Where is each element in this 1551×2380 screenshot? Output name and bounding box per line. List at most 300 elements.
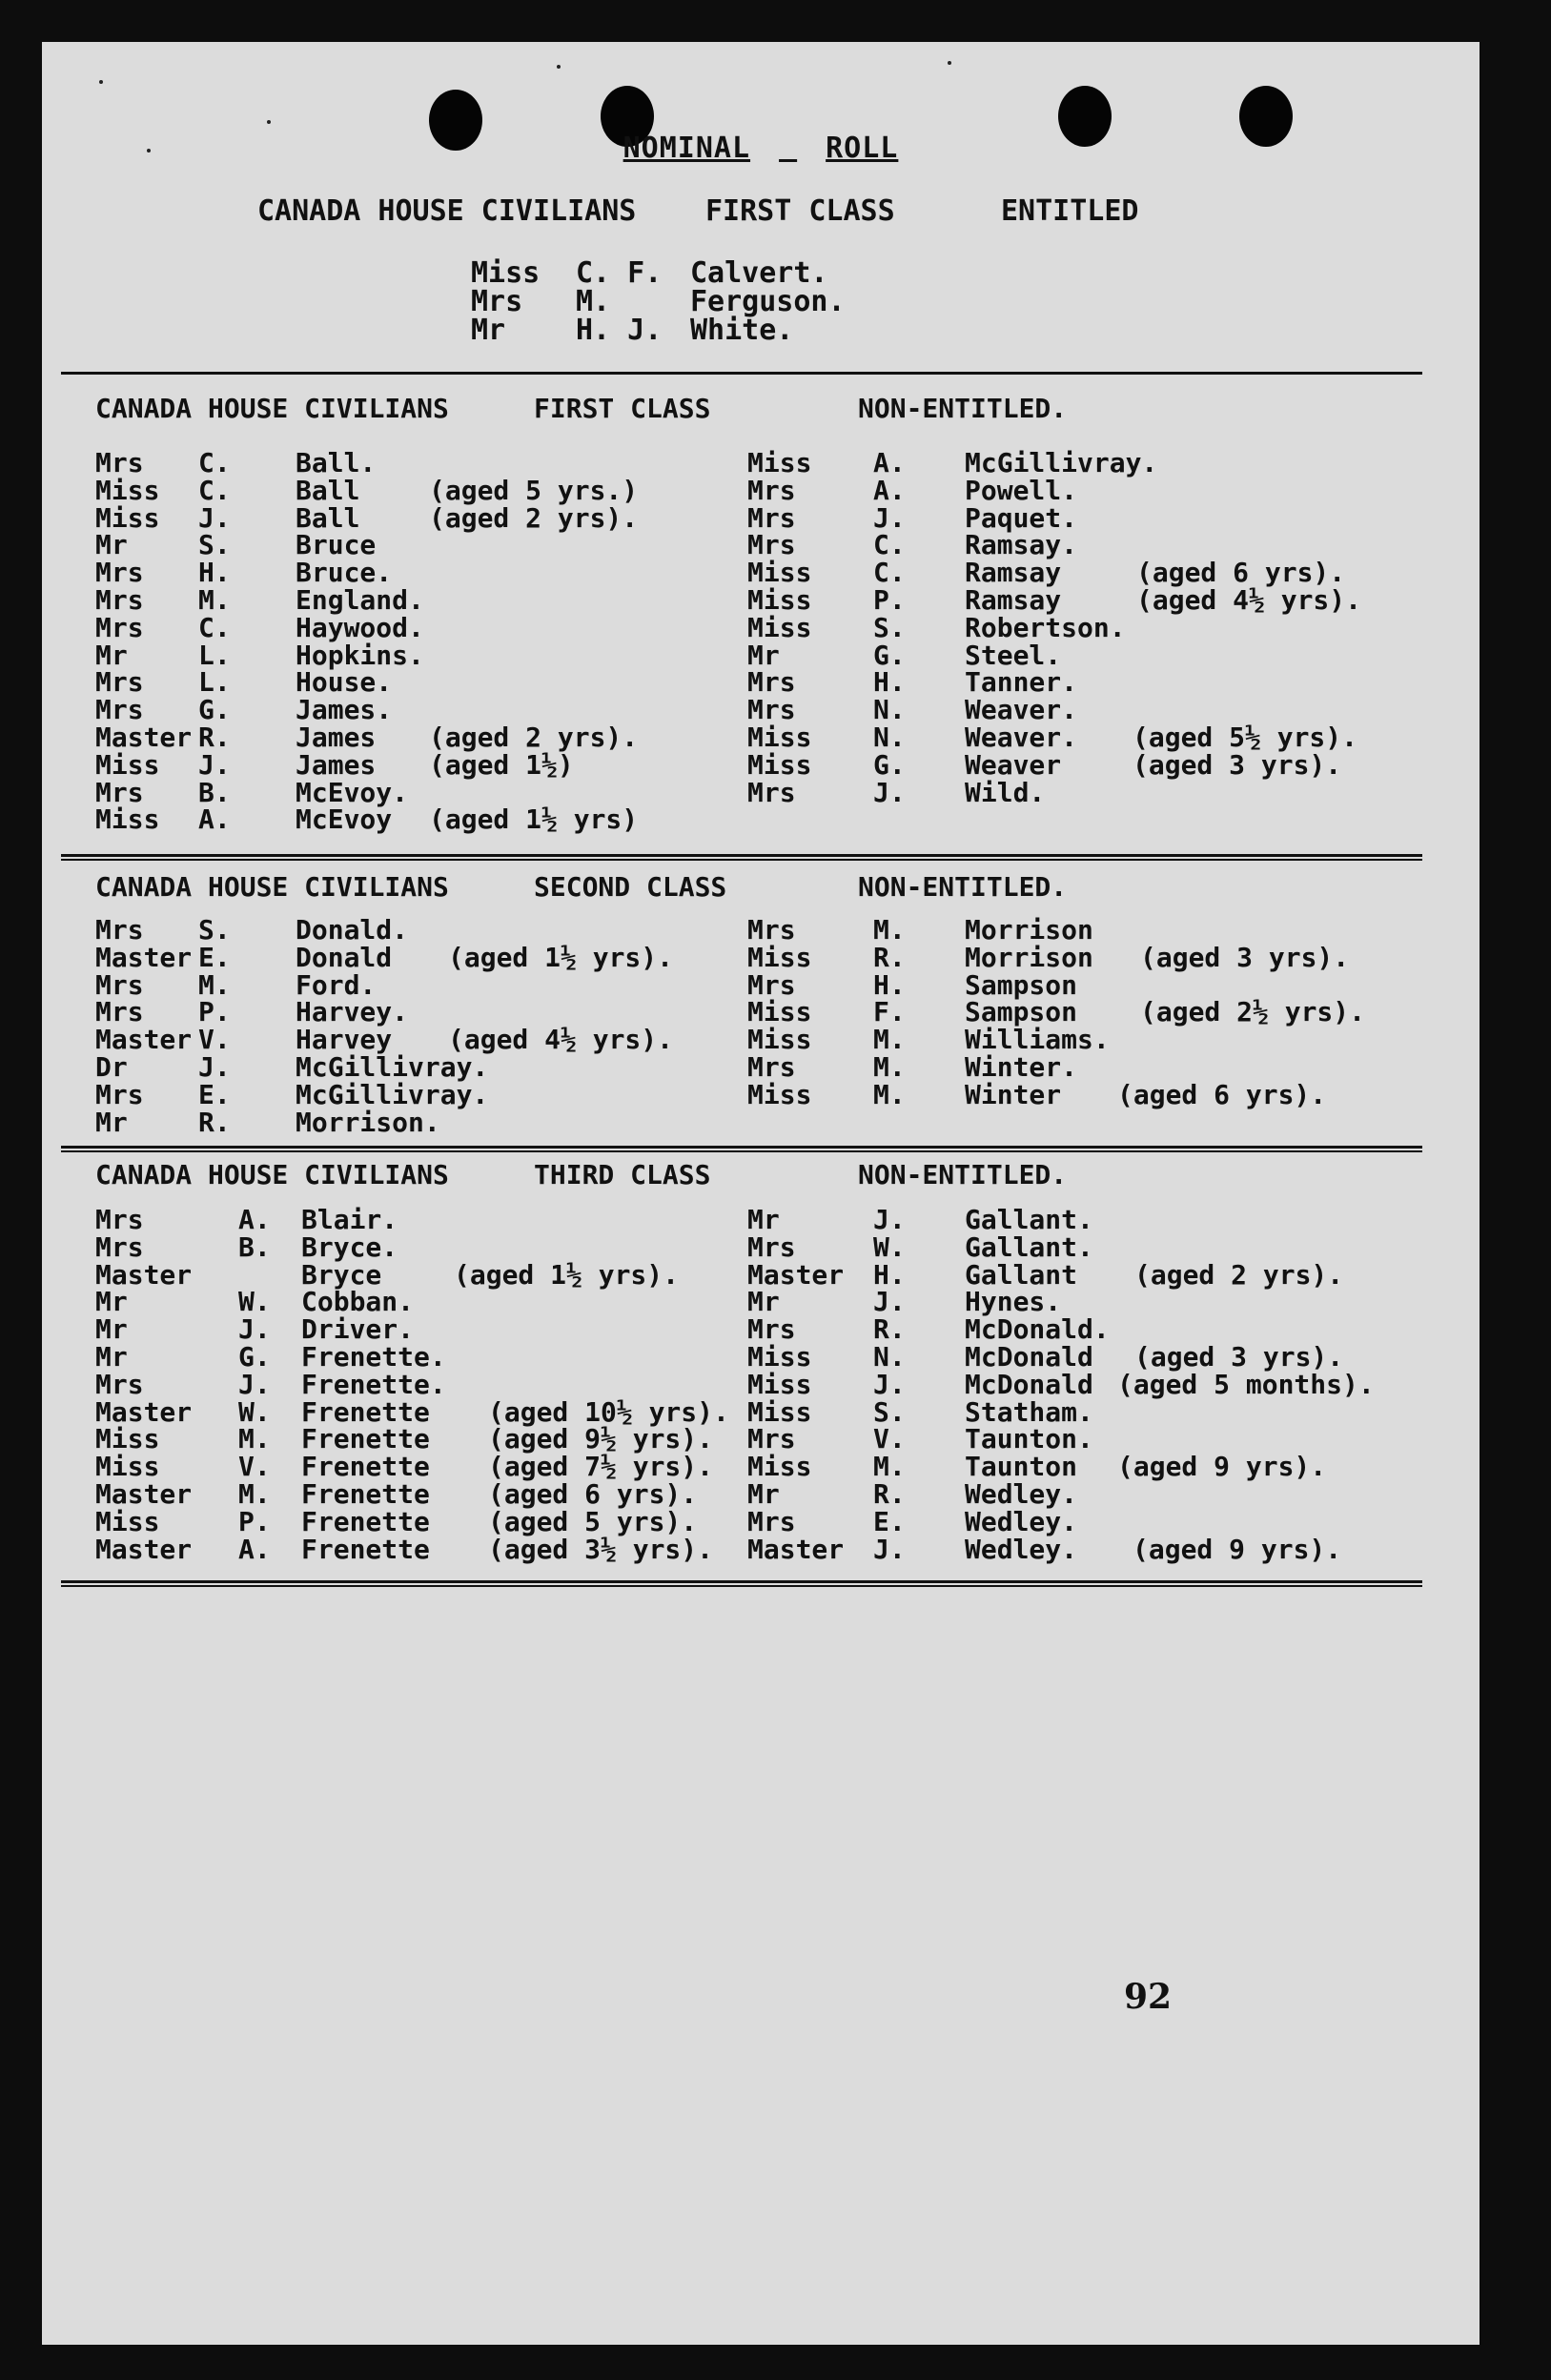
title-word: NOMINAL bbox=[622, 132, 751, 165]
person-name: Gallant bbox=[965, 1258, 1078, 1291]
list-item bbox=[747, 1050, 1453, 1083]
person-title: Master bbox=[95, 941, 193, 973]
person-name: Winter bbox=[965, 1078, 1062, 1110]
person-title: Mrs bbox=[95, 1078, 144, 1110]
list-item bbox=[747, 1368, 1453, 1400]
list-item bbox=[747, 474, 1453, 506]
person-name: Wedley. bbox=[965, 1477, 1078, 1510]
person-name: Winter. bbox=[965, 1050, 1078, 1083]
person-title: Mrs bbox=[95, 1204, 144, 1235]
list-item bbox=[95, 1533, 763, 1565]
document-title bbox=[42, 132, 1480, 165]
person-name: Ball bbox=[296, 474, 360, 506]
person-initials: M. bbox=[576, 285, 611, 318]
person-initial: M. bbox=[873, 1078, 906, 1110]
list-item bbox=[471, 256, 846, 290]
person-title: Mr bbox=[747, 1477, 780, 1510]
person-name: James bbox=[296, 721, 377, 753]
list-item bbox=[471, 316, 846, 345]
header-group: CANADA HOUSE CIVILIANS bbox=[95, 871, 449, 903]
speck bbox=[557, 65, 561, 69]
person-initial: C. bbox=[198, 447, 231, 478]
person-age: (aged 10½ yrs). bbox=[488, 1395, 729, 1428]
person-initial: M. bbox=[873, 1050, 906, 1083]
person-initial: E. bbox=[198, 1078, 231, 1110]
person-title: Miss bbox=[747, 1024, 812, 1056]
list-item bbox=[95, 748, 763, 781]
person-name: Ramsay bbox=[965, 557, 1062, 589]
person-name: McGillivray. bbox=[296, 1078, 489, 1110]
person-name: Paquet. bbox=[965, 501, 1078, 534]
person-initial: J. bbox=[198, 1050, 231, 1083]
person-name: Robertson. bbox=[965, 611, 1126, 643]
list-item bbox=[95, 1340, 763, 1373]
person-title: Miss bbox=[95, 1451, 160, 1483]
person-name: Bryce bbox=[301, 1258, 382, 1291]
person-name: McDonald. bbox=[965, 1313, 1110, 1346]
person-title: Mrs bbox=[747, 1050, 796, 1083]
person-name: James. bbox=[296, 694, 393, 726]
person-name: Gallant. bbox=[965, 1231, 1093, 1263]
left-column bbox=[95, 1204, 763, 1565]
person-age: (aged 1½ yrs) bbox=[429, 804, 639, 836]
person-title: Mrs bbox=[747, 474, 796, 506]
person-initial: A. bbox=[873, 474, 906, 506]
list-item bbox=[747, 1533, 1453, 1565]
list-item bbox=[95, 1078, 763, 1110]
person-title: Mrs bbox=[747, 529, 796, 561]
person-name: McGillivray. bbox=[965, 447, 1158, 478]
divider-rule bbox=[61, 372, 1422, 375]
list-item bbox=[95, 1505, 763, 1537]
person-title: Miss bbox=[95, 474, 160, 506]
person-title: Master bbox=[95, 1258, 193, 1291]
person-name: Williams. bbox=[965, 1024, 1110, 1056]
person-title: Miss bbox=[747, 1395, 812, 1428]
list-item bbox=[747, 748, 1453, 781]
speck bbox=[99, 80, 103, 84]
person-initial: N. bbox=[873, 694, 906, 726]
list-item bbox=[95, 1423, 763, 1455]
person-initials: C. F. bbox=[576, 256, 663, 290]
person-name: Hynes. bbox=[965, 1286, 1062, 1318]
right-column bbox=[747, 1204, 1453, 1565]
person-initials: H. J. bbox=[576, 314, 663, 347]
list-item bbox=[95, 1258, 763, 1291]
person-title: Mrs bbox=[471, 285, 523, 318]
list-item bbox=[95, 474, 763, 506]
person-initial: S. bbox=[198, 914, 231, 946]
header-class: FIRST CLASS bbox=[534, 393, 711, 424]
person-title: Master bbox=[95, 1024, 193, 1056]
person-age: (aged 5½ yrs). bbox=[1133, 721, 1358, 753]
person-age: (aged 6 yrs). bbox=[1117, 1078, 1327, 1110]
person-title: Mrs bbox=[747, 1505, 796, 1537]
list-item bbox=[95, 996, 763, 1028]
section-header bbox=[95, 1159, 1441, 1191]
person-name: McDonald bbox=[965, 1340, 1093, 1373]
person-title: Mr bbox=[95, 639, 128, 671]
person-title: Mr bbox=[95, 1313, 128, 1346]
person-age: (aged 9½ yrs). bbox=[488, 1423, 714, 1455]
person-age: (aged 5 months). bbox=[1117, 1368, 1375, 1400]
list-item bbox=[95, 694, 763, 726]
list-item bbox=[95, 1024, 763, 1056]
person-initial: G. bbox=[238, 1340, 271, 1373]
list-item bbox=[95, 1050, 763, 1083]
person-initial: J. bbox=[198, 748, 231, 781]
person-title: Mr bbox=[95, 1286, 128, 1318]
list-item bbox=[471, 285, 846, 318]
person-initial: A. bbox=[198, 804, 231, 836]
person-name: Frenette. bbox=[301, 1368, 446, 1400]
person-initial: W. bbox=[238, 1286, 271, 1318]
person-title: Miss bbox=[747, 447, 812, 478]
header-group: CANADA HOUSE CIVILIANS bbox=[257, 194, 637, 228]
header-status: NON-ENTITLED. bbox=[858, 393, 1068, 424]
person-initial: M. bbox=[873, 1024, 906, 1056]
person-initial: L. bbox=[198, 666, 231, 699]
header-class: FIRST CLASS bbox=[705, 194, 895, 228]
list-item bbox=[95, 583, 763, 616]
person-name: Hopkins. bbox=[296, 639, 424, 671]
person-initial: J. bbox=[873, 1533, 906, 1565]
person-name: Morrison. bbox=[296, 1106, 440, 1138]
section-header bbox=[95, 871, 1441, 904]
person-name: Cobban. bbox=[301, 1286, 415, 1318]
person-name: Frenette bbox=[301, 1477, 430, 1510]
person-title: Mr bbox=[471, 314, 506, 347]
person-age: (aged 2 yrs). bbox=[1134, 1258, 1344, 1291]
list-item bbox=[747, 639, 1453, 671]
person-initial: E. bbox=[873, 1505, 906, 1537]
person-initial: M. bbox=[238, 1423, 271, 1455]
person-initial: L. bbox=[198, 639, 231, 671]
list-item bbox=[747, 1204, 1453, 1235]
person-title: Miss bbox=[95, 1505, 160, 1537]
person-initial: H. bbox=[873, 666, 906, 699]
person-name: Wedley. bbox=[965, 1505, 1078, 1537]
person-title: Mrs bbox=[747, 1313, 796, 1346]
person-initial: P. bbox=[198, 996, 231, 1028]
list-item bbox=[95, 611, 763, 643]
person-initial: C. bbox=[198, 474, 231, 506]
person-initial: H. bbox=[873, 1258, 906, 1291]
person-age: (aged 5 yrs.) bbox=[429, 474, 639, 506]
person-name: Ball bbox=[296, 501, 360, 534]
person-name: House. bbox=[296, 666, 393, 699]
person-title: Miss bbox=[747, 1368, 812, 1400]
person-title: Miss bbox=[747, 941, 812, 973]
person-initial: J. bbox=[873, 1286, 906, 1318]
header-status: ENTITLED bbox=[1001, 194, 1139, 228]
person-title: Mr bbox=[747, 1286, 780, 1318]
person-title: Miss bbox=[747, 721, 812, 753]
person-name: Taunton bbox=[965, 1451, 1078, 1483]
person-age: (aged 7½ yrs). bbox=[488, 1451, 714, 1483]
person-title: Master bbox=[95, 1395, 193, 1428]
section-header bbox=[95, 393, 1441, 425]
person-title: Mrs bbox=[747, 694, 796, 726]
person-title: Mrs bbox=[95, 1231, 144, 1263]
person-title: Master bbox=[95, 1477, 193, 1510]
person-initial: C. bbox=[873, 557, 906, 589]
header-group: CANADA HOUSE CIVILIANS bbox=[95, 1159, 449, 1190]
list-item bbox=[95, 501, 763, 534]
list-item bbox=[95, 914, 763, 946]
person-title: Miss bbox=[747, 996, 812, 1028]
person-name: McGillivray. bbox=[296, 1050, 489, 1083]
person-title: Mr bbox=[95, 1106, 128, 1138]
list-item bbox=[95, 666, 763, 699]
person-age: (aged 4½ yrs). bbox=[1136, 583, 1362, 616]
person-name: Ramsay bbox=[965, 583, 1062, 616]
list-item bbox=[747, 1258, 1453, 1291]
person-name: Blair. bbox=[301, 1204, 398, 1235]
person-initial: C. bbox=[198, 611, 231, 643]
person-name: Frenette bbox=[301, 1533, 430, 1565]
person-title: Mrs bbox=[95, 968, 144, 1001]
header-status: NON-ENTITLED. bbox=[858, 1159, 1068, 1190]
person-initial: V. bbox=[238, 1451, 271, 1483]
divider-rule bbox=[61, 1146, 1422, 1152]
person-initial: M. bbox=[873, 1451, 906, 1483]
list-item bbox=[747, 666, 1453, 699]
list-item bbox=[747, 529, 1453, 561]
person-age: (aged 4½ yrs). bbox=[448, 1024, 674, 1056]
person-name: McEvoy bbox=[296, 804, 393, 836]
list-item bbox=[747, 1340, 1453, 1373]
left-column bbox=[95, 914, 763, 1138]
person-initial: J. bbox=[238, 1368, 271, 1400]
list-item bbox=[747, 914, 1453, 946]
person-name: Ford. bbox=[296, 968, 377, 1001]
list-item bbox=[747, 1078, 1453, 1110]
list-item bbox=[95, 1451, 763, 1483]
person-title: Mrs bbox=[95, 447, 144, 478]
person-name: Harvey bbox=[296, 1024, 393, 1056]
person-initial: B. bbox=[198, 776, 231, 808]
person-title: Miss bbox=[747, 583, 812, 616]
person-name: Frenette bbox=[301, 1395, 430, 1428]
person-title: Mrs bbox=[747, 1231, 796, 1263]
person-name: Harvey. bbox=[296, 996, 409, 1028]
person-initial: R. bbox=[198, 721, 231, 753]
person-initial: J. bbox=[238, 1313, 271, 1346]
person-initial: R. bbox=[873, 1477, 906, 1510]
person-title: Miss bbox=[747, 557, 812, 589]
person-initial: H. bbox=[198, 557, 231, 589]
person-initial: S. bbox=[873, 611, 906, 643]
person-name: Bryce. bbox=[301, 1231, 398, 1263]
person-name: England. bbox=[296, 583, 424, 616]
person-name: Weaver bbox=[965, 748, 1062, 781]
speck bbox=[948, 61, 951, 65]
person-age: (aged 1½ yrs). bbox=[454, 1258, 680, 1291]
list-item bbox=[95, 1477, 763, 1510]
person-title: Mrs bbox=[95, 583, 144, 616]
person-name: Tanner. bbox=[965, 666, 1078, 699]
person-age: (aged 6 yrs). bbox=[1136, 557, 1346, 589]
person-title: Mrs bbox=[95, 557, 144, 589]
header-group: CANADA HOUSE CIVILIANS bbox=[95, 393, 449, 424]
person-initial: M. bbox=[198, 968, 231, 1001]
right-column bbox=[747, 914, 1453, 1110]
person-age: (aged 9 yrs). bbox=[1117, 1451, 1327, 1483]
person-name: Sampson bbox=[965, 996, 1078, 1028]
person-name: Frenette bbox=[301, 1505, 430, 1537]
person-initial: S. bbox=[198, 529, 231, 561]
person-age: (aged 3½ yrs). bbox=[488, 1533, 714, 1565]
person-name: Ball. bbox=[296, 447, 377, 478]
person-name: Calvert. bbox=[690, 256, 828, 290]
person-initial: V. bbox=[198, 1024, 231, 1056]
person-title: Mrs bbox=[95, 996, 144, 1028]
person-initial: W. bbox=[238, 1395, 271, 1428]
list-item bbox=[747, 1505, 1453, 1537]
person-title: Miss bbox=[747, 1451, 812, 1483]
person-initial: N. bbox=[873, 1340, 906, 1373]
person-age: (aged 2 yrs). bbox=[429, 721, 639, 753]
person-age: (aged 1½) bbox=[429, 748, 574, 781]
person-name: Taunton. bbox=[965, 1423, 1093, 1455]
list-item bbox=[747, 447, 1453, 478]
person-title: Mrs bbox=[95, 914, 144, 946]
person-initial: J. bbox=[873, 1204, 906, 1235]
person-title: Master bbox=[747, 1258, 845, 1291]
person-name: Donald. bbox=[296, 914, 409, 946]
list-item bbox=[747, 776, 1453, 808]
list-item bbox=[747, 1024, 1453, 1056]
divider-rule bbox=[61, 854, 1422, 861]
person-initial: E. bbox=[198, 941, 231, 973]
person-initial: G. bbox=[873, 639, 906, 671]
person-name: Bruce bbox=[296, 529, 377, 561]
person-age: (aged 6 yrs). bbox=[488, 1477, 698, 1510]
person-initial: V. bbox=[873, 1423, 906, 1455]
divider-rule bbox=[61, 1580, 1422, 1587]
person-title: Miss bbox=[95, 1423, 160, 1455]
person-initial: G. bbox=[873, 748, 906, 781]
person-name: Wild. bbox=[965, 776, 1046, 808]
list-item bbox=[747, 1477, 1453, 1510]
list-item bbox=[747, 559, 1453, 587]
person-name: Donald bbox=[296, 941, 393, 973]
list-item bbox=[747, 1286, 1453, 1318]
person-name: White. bbox=[690, 314, 794, 347]
person-age: (aged 3 yrs). bbox=[1134, 1340, 1344, 1373]
person-title: Master bbox=[747, 1533, 845, 1565]
person-title: Miss bbox=[471, 256, 541, 290]
list-item bbox=[95, 776, 763, 808]
person-title: Mrs bbox=[747, 968, 796, 1001]
person-initial: G. bbox=[198, 694, 231, 726]
list-item bbox=[747, 1231, 1453, 1263]
person-title: Dr bbox=[95, 1050, 128, 1083]
person-title: Mrs bbox=[95, 776, 144, 808]
list-item bbox=[95, 1313, 763, 1346]
person-title: Mr bbox=[747, 639, 780, 671]
list-item bbox=[95, 1286, 763, 1318]
list-item bbox=[747, 583, 1453, 616]
person-initial: J. bbox=[873, 1368, 906, 1400]
speck bbox=[267, 120, 271, 124]
list-item bbox=[747, 501, 1453, 534]
person-title: Mrs bbox=[747, 914, 796, 946]
person-age: (aged 3 yrs). bbox=[1133, 748, 1342, 781]
person-initial: R. bbox=[198, 1106, 231, 1138]
person-name: Steel. bbox=[965, 639, 1062, 671]
person-name: Sampson bbox=[965, 968, 1078, 1001]
person-initial: A. bbox=[873, 447, 906, 478]
list-item bbox=[95, 447, 763, 478]
person-title: Mr bbox=[747, 1204, 780, 1235]
person-title: Mrs bbox=[95, 694, 144, 726]
person-age: (aged 2 yrs). bbox=[429, 501, 639, 534]
person-name: McDonald bbox=[965, 1368, 1093, 1400]
person-initial: H. bbox=[873, 968, 906, 1001]
list-item bbox=[747, 694, 1453, 726]
list-item bbox=[747, 996, 1453, 1028]
person-initial: N. bbox=[873, 721, 906, 753]
document-page bbox=[42, 42, 1480, 2345]
person-title: Miss bbox=[747, 1078, 812, 1110]
person-initial: F. bbox=[873, 996, 906, 1028]
person-name: Haywood. bbox=[296, 611, 424, 643]
list-item bbox=[747, 968, 1453, 1001]
person-name: Driver. bbox=[301, 1313, 415, 1346]
person-initial: J. bbox=[873, 501, 906, 534]
person-title: Miss bbox=[95, 804, 160, 836]
right-column bbox=[747, 447, 1453, 808]
list-item bbox=[747, 721, 1453, 753]
person-title: Miss bbox=[747, 611, 812, 643]
list-item bbox=[747, 611, 1453, 643]
list-item bbox=[747, 941, 1453, 973]
list-item bbox=[95, 1204, 763, 1235]
header-status: NON-ENTITLED. bbox=[858, 871, 1068, 903]
list-item bbox=[747, 1313, 1453, 1346]
person-title: Mrs bbox=[747, 776, 796, 808]
person-title: Mrs bbox=[747, 666, 796, 699]
person-initial: M. bbox=[238, 1477, 271, 1510]
person-initial: A. bbox=[238, 1533, 271, 1565]
title-word: ROLL bbox=[826, 132, 899, 165]
list-item bbox=[95, 1106, 763, 1138]
list-item bbox=[95, 806, 763, 834]
list-item bbox=[95, 529, 763, 561]
person-name: Frenette. bbox=[301, 1340, 446, 1373]
person-title: Miss bbox=[747, 1340, 812, 1373]
person-initial: S. bbox=[873, 1395, 906, 1428]
list-item bbox=[747, 1395, 1453, 1428]
person-initial: R. bbox=[873, 941, 906, 973]
person-age: (aged 9 yrs). bbox=[1133, 1533, 1342, 1565]
list-item bbox=[95, 1231, 763, 1263]
person-initial: C. bbox=[873, 529, 906, 561]
person-name: Statham. bbox=[965, 1395, 1093, 1428]
list-item bbox=[95, 1368, 763, 1400]
person-name: Ramsay. bbox=[965, 529, 1078, 561]
person-title: Mr bbox=[95, 529, 128, 561]
person-age: (aged 2½ yrs). bbox=[1140, 996, 1366, 1028]
person-name: Powell. bbox=[965, 474, 1078, 506]
person-name: Gallant. bbox=[965, 1204, 1093, 1235]
person-initial: W. bbox=[873, 1231, 906, 1263]
list-item bbox=[747, 1451, 1453, 1483]
list-item bbox=[95, 1395, 763, 1428]
person-name: Ferguson. bbox=[690, 285, 846, 318]
